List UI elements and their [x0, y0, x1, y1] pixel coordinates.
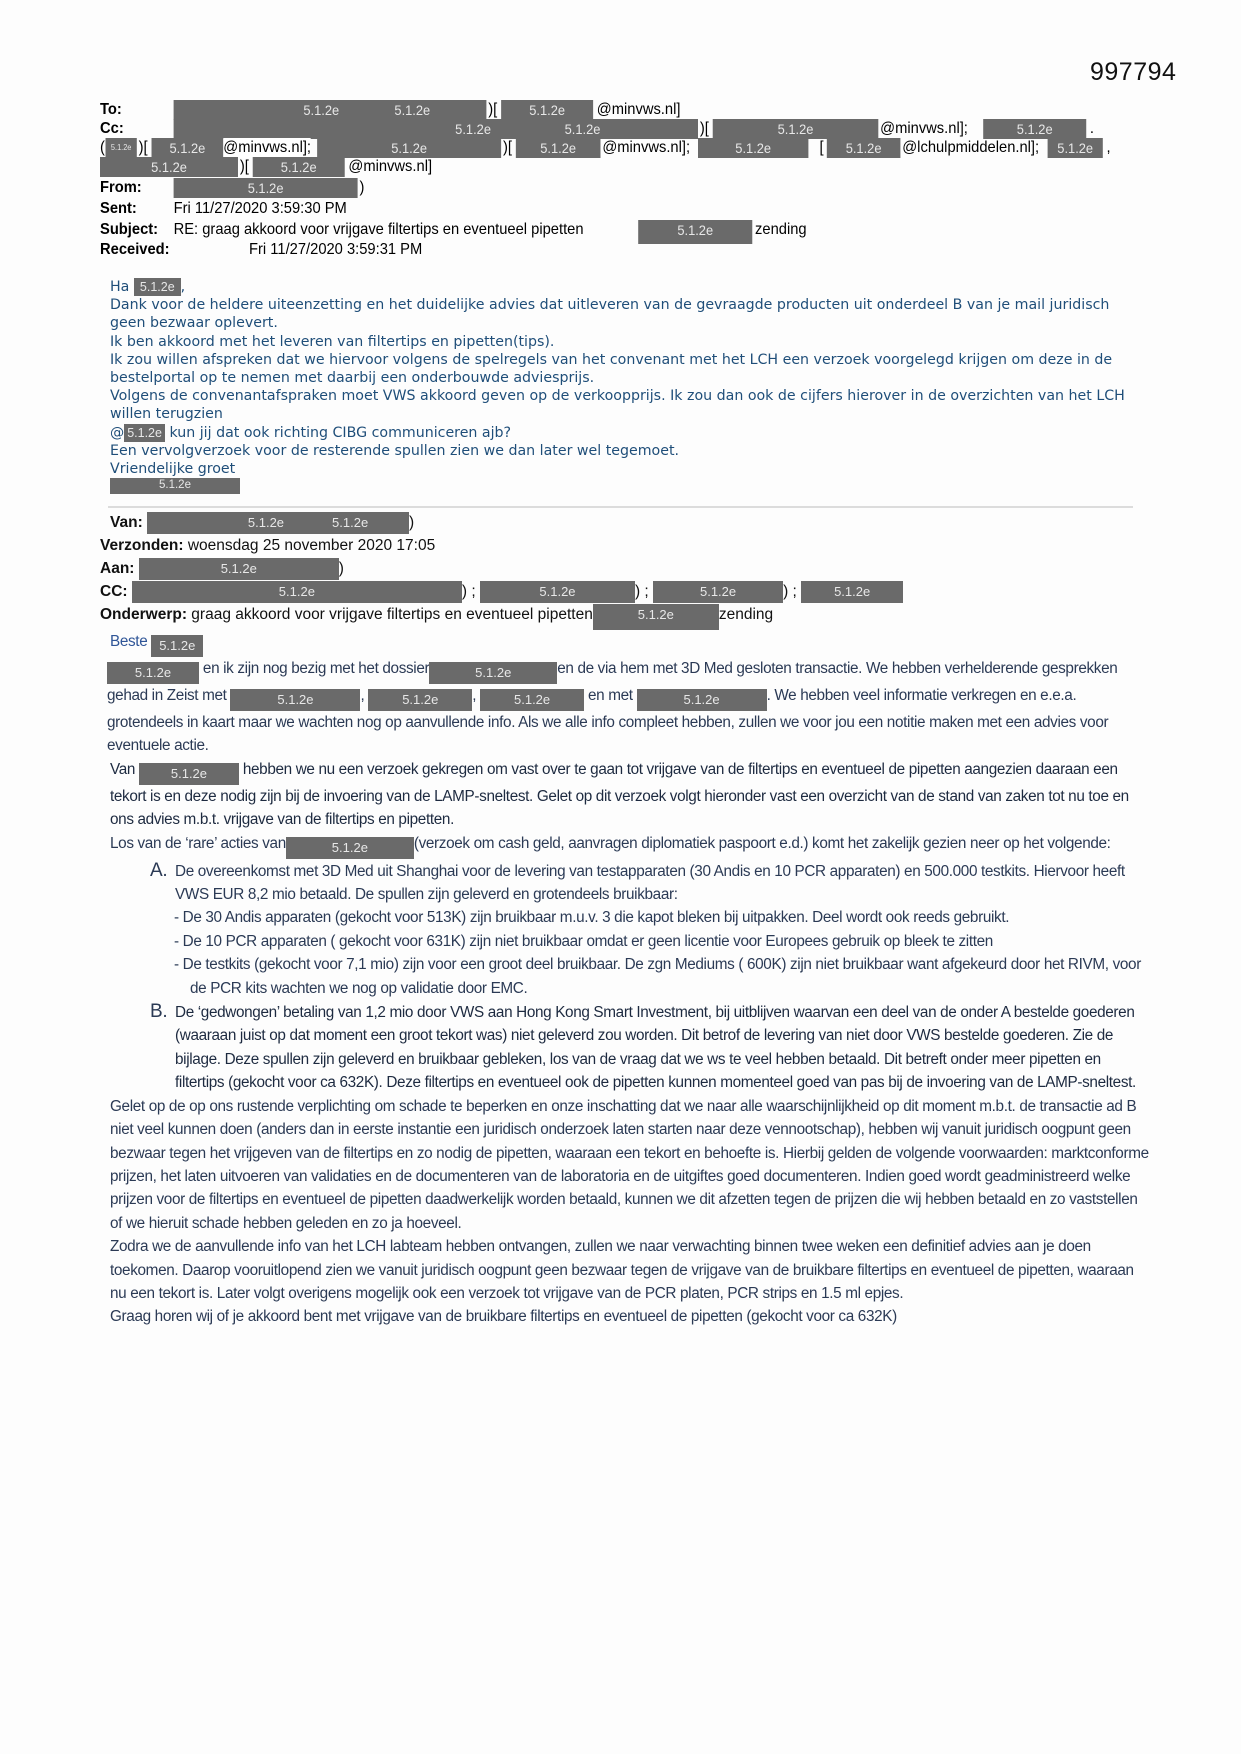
reply-line: Volgens de convenantafspraken moet VWS akkoord geven op de verkoopprijs. Ik zou dan ook de cijfers hierover in de overzichten van het LCH willen terugzien [110, 388, 1125, 423]
redaction: 5.1.2e [501, 100, 593, 120]
redaction: 5.1.2e [480, 581, 635, 603]
sub-list-item: - De testkits (gekocht voor 7,1 mio) zijn voor een groot deel bruikbaar. De zgn Mediums ( 600K) zijn niet bruikbaar want afgekeurd door het RIVM, voor de PCR kits wachten we nog op validatie door EMC. [174, 956, 1141, 997]
onderwerp-text: graag akkoord voor vrijgave filtertips en eventueel pipetten [191, 606, 593, 623]
document-number: 997794 [1090, 58, 1177, 86]
list-item-A: A. De overeenkomst met 3D Med uit Shanghai voor de levering van testapparaten (30 Andis en 10 PCR apparaten) en 500.000 testkits. Hiervoor heeft VWS EUR 8,2 mio betaald. De spullen zijn geleverd en grotendeels bruikbaar: [150, 859, 1125, 904]
reply-followup: Een vervolgverzoek voor de resterende spullen zien we dan later wel tegemoet. [110, 442, 680, 459]
list-marker: B. [150, 1001, 168, 1023]
redaction: 5.1.2e [653, 581, 783, 603]
cc-label: Cc: [100, 120, 124, 137]
redaction: 5.1.2e [713, 119, 879, 139]
redaction: 5.1.2e [124, 424, 165, 442]
redaction: 5.1.2e [429, 662, 557, 684]
verzonden-label: Verzonden: [100, 537, 184, 554]
separator-line [108, 506, 1133, 508]
redaction: 5.1.2e 5.1.2e [147, 512, 409, 534]
redaction: 5.1.2e [1048, 138, 1103, 158]
redaction: 5.1.2e [638, 220, 752, 244]
redaction: 5.1.2e [139, 558, 339, 580]
reply-closing: Vriendelijke groet [110, 461, 236, 478]
onderwerp-suffix: zending [718, 606, 774, 623]
sent-label: Sent: [100, 200, 137, 217]
paragraph: Gelet op de op ons rustende verplichting om schade te beperken en onze inschatting dat we naar alle waarschijnlijkheid op dit moment m.b.t. de transactie ad B niet veel kunnen doen (anders dan in eerste instantie een juridisch onderzoek laten starten naar deze vennootschap), hebben wij vanuit juridisch oogpunt geen bezwaar tegen het vrijgeven van de filtertips en zo nodig de pipetten, waaraan een tekort en behoefte is. Hierbij gelden de volgende voorwaarden: marktconforme prijzen, het laten uitvoeren van validaties en de documenteren van de laboratoria en de uitgiftes goed documenteren. Indien goed wordt geadministreerd welke prijzen voor de filtertips en eventueel de pipetten daadwerkelijk worden betaald, kunnen we dit afzetten tegen de prijzen die wij hebben betaald en zo vaststellen of we hieruit schade hebben geleden en zo ja hoeveel. [110, 1097, 1149, 1232]
reply-line: Ik zou willen afspreken dat we hiervoor volgens de spelregels van het convenant met het LCH een verzoek voorgelegd krijgen om deze in de bestelportal op te nemen met daarbij een onderbouwde adviesprijs. [110, 351, 1113, 387]
document-page: 997794 To: 5.1.2e 5.1.2e )[ 5.1.2e @minvws.nl] Cc: 5.1.2e 5.1.2e )[ 5.1.2e @minvws.nl]; 5.1.2e . ( 5.1.2e )[ 5.1.2e @minvws.nl]; 5.1.2e )[ 5.1.2e @minvws.nl]; 5.1.2e [ 5.1.2e @lchulpmiddelen.nl]; 5.1.2e , 5.1.2e )[ 5.1.2e @minvws.nl] From: 5.1.2e ) Sent: Fri 11/27/2020 3:59:30 PM Subject: RE: graag akkoord voor vrijgave filtertips en eventueel pipetten 5.1.2e zending Received: Fri 11/27/2020 3:59:31 PM Ha 5.1.2e , Dank voor de heldere uiteenzetting en het duidelijke advies dat uitleveren van de gevraagde producten uit onderdeel B van je mail juridisch geen bezwaar oplevert. Ik ben akkoord met het leveren van filtertips en pipetten(tips). Ik zou willen afspreken dat we hiervoor volgens de spelregels van het convenant met het LCH een verzoek voorgelegd krijgen om deze in de bestelportal op te nemen met daarbij een onderbouwde adviesprijs. Volgens de convenantafspraken moet VWS akkoord geven op de verkoopprijs. Ik zou dan ook de cijfers hierover in de overzichten van het LCH willen terugzien @ 5.1.2e kun jij dat ook richting CIBG communiceren ajb? Een vervolgverzoek voor de resterende spullen zien we dan later wel tegemoet. Vriendelijke groet 5.1.2e Van: 5.1.2e 5.1.2e ) Verzonden: woensdag 25 november 2020 17:05 Aan: 5.1.2e ) CC: 5.1.2e ) ; 5.1.2e ) ; 5.1.2e ) ; 5.1.2e Onderwerp: graag akkoord voor vrijgave filtertips en eventueel pipetten 5.1.2e zending Beste 5.1.2e 5.1.2e en ik zijn nog bezig met het dossier 5.1.2e en de via hem met 3D Med gesloten transactie. We hebben verhelderende gesprekken gehad in Zeist met 5.1.2e , 5.1.2e , 5.1.2e en met 5.1.2e . We hebben veel informatie verkregen en e.e.a. grotendeels in kaart maar we wachten nog op aanvullende info. Als we alle info compleet hebben, zullen we voor jou een notitie maken met een advies voor eventuele actie. Van 5.1.2e hebben we nu een verzoek gekregen om vast over te gaan tot vrijgave van de filtertips en eventueel de pipetten aangezien daaraan een tekort is en deze nodig zijn bij de invoering van de LAMP-sneltest. Gelet op dit verzoek volgt hieronder vast een overzicht van de stand van zaken tot nu toe en ons advies m.b.t. vrijgave van de filtertips en pipetten. Los van de ‘rare’ acties van 5.1.2e (verzoek om cash geld, aanvragen diplomatiek paspoort e.d.) komt het zakelijk gezien neer op het volgende: A. De overeenkomst met 3D Med uit Shanghai voor de levering van testapparaten (30 Andis en 10 PCR apparaten) en 500.000 testkits. Hiervoor heeft VWS EUR 8,2 mio betaald. De spullen zijn geleverd en grotendeels bruikbaar: - De 30 Andis apparaten (gekocht voor 513K) zijn bruikbaar m.u.v. 3 die kapot bleken bij uitpakken. Deel wordt ook reeds gebruikt. - De 10 PCR apparaten ( gekocht voor 631K) zijn niet bruikbaar omdat er geen licentie voor Europees gebruik op bleek te zitten - De testkits (gekocht voor 7,1 mio) zijn voor een groot deel bruikbaar. De zgn Mediums ( 600K) zijn niet bruikbaar want afgekeurd door het RIVM, voor de PCR kits wachten we nog op validatie door EMC. B. De ‘gedwongen’ betaling van 1,2 mio door VWS aan Hong Kong Smart Investment, bij uitblijven waarvan een deel van de onder A bestelde goederen (waaraan juist op dat moment een groot tekort was) niet geleverd zou worden. Dit betrof de levering van niet door VWS bestelde goederen. Zie de bijlage. Deze spullen zijn geleverd en bruikbaar gebleken, los van de vraag dat we ws te veel hebben betaald. Dit betreft onder meer pipetten en filtertips (gekocht voor ca 632K). Deze filtertips en eventueel ook de pipetten kunnen momenteel goed van pas bij de invoering van de LAMP-sneltest. Gelet op de op ons rustende verplichting om schade te beperken en onze inschatting dat we naar alle waarschijnlijkheid op dit moment m.b.t. de transactie ad B niet veel kunnen doen (anders dan in eerste instantie een juridisch onderzoek laten starten naar deze vennootschap), hebben wij vanuit juridisch oogpunt geen bezwaar tegen het vrijgeven van de filtertips en zo nodig de pipetten, waaraan een tekort en behoefte is. Hierbij gelden de volgende voorwaarden: marktconforme prijzen, het laten uitvoeren van validaties en de documenteren van de laboratoria en de uitgiftes goed documenteren. Indien goed wordt geadministreerd welke prijzen voor de filtertips en eventueel de pipetten daadwerkelijk worden betaald, kunnen we dit afzetten tegen de prijzen die wij hebben betaald en zo vaststellen of we hieruit schade hebben geleden en zo ja hoeveel. Zodra we de aanvullende info van het LCH labteam hebben ontvangen, zullen we naar verwachting binnen twee weken een definitief advies aan je doen toekomen. Daarop vooruitlopend zien we vanuit juridisch oogpunt geen bezwaar tegen de vrijgave van de bruikbare filtertips en eventueel de pipetten, waaraan nu een tekort is. Later volgt overigens mogelijk ook een verzoek tot vrijgave van de PCR platen, PCR strips en 1.5 ml epjes. Graag horen wij of je akkoord bent met vrijgave van de bruikbare filtertips en eventueel de pipetten (gekocht voor ca 632K) [0, 0, 1241, 1754]
received-label: Received: [100, 241, 170, 258]
redaction: 5.1.2e [253, 157, 345, 177]
from-label: From: [100, 179, 142, 196]
redaction: 5.1.2e [100, 157, 238, 177]
redaction: 5.1.2e [317, 138, 501, 158]
redaction: 5.1.2e [174, 178, 358, 198]
redaction: 5.1.2e [637, 689, 767, 711]
redaction: 5.1.2e [827, 138, 901, 158]
subject-text: RE: graag akkoord voor vrijgave filtertips en eventueel pipetten [173, 221, 584, 238]
paragraph: Graag horen wij of je akkoord bent met vrijgave van de bruikbare filtertips en eventueel de pipetten (gekocht voor ca 632K) [110, 1308, 897, 1326]
reply-mention: @ 5.1.2e kun jij dat ook richting CIBG communiceren ajb? [110, 424, 512, 441]
cc-label: CC: [100, 583, 128, 600]
paragraph: Los van de ‘rare’ acties van 5.1.2e (verzoek om cash geld, aanvragen diplomatiek paspoort e.d.) komt het zakelijk gezien neer op het volgende: [110, 832, 1150, 859]
paragraph: Van 5.1.2e hebben we nu een verzoek gekregen om vast over te gaan tot vrijgave van de filtertips en eventueel de pipetten aangezien daaraan een tekort is en deze nodig zijn bij de invoering van de LAMP-sneltest. Gelet op dit verzoek volgt hieronder vast een overzicht van de stand van zaken tot nu toe en ons advies m.b.t. vrijgave van de filtertips en pipetten. [110, 760, 1129, 829]
van-row: Van: 5.1.2e 5.1.2e ) [110, 512, 414, 534]
reply-greeting: Ha 5.1.2e , [110, 279, 186, 295]
redaction: 5.1.2e 5.1.2e [174, 100, 487, 120]
forward-body [107, 630, 1150, 1329]
redaction: 5.1.2e [480, 689, 584, 711]
sub-list-item: - De 30 Andis apparaten (gekocht voor 513K) zijn bruikbaar m.u.v. 3 die kapot bleken bij uitpakken. Deel wordt ook reeds gebruikt. [174, 909, 1010, 927]
redaction: 5.1.2e [983, 119, 1086, 139]
redaction: 5.1.2e [593, 604, 719, 630]
redaction: 5.1.2e [107, 662, 199, 684]
aan-row: Aan: 5.1.2e ) [100, 558, 344, 580]
received-value: Fri 11/27/2020 3:59:31 PM [249, 241, 423, 258]
reply-line: Ik ben akkoord met het leveren van filtertips en pipetten(tips). [110, 333, 555, 350]
to-label: To: [100, 101, 122, 118]
subject-label: Subject: [100, 221, 159, 238]
subject-suffix: zending [755, 221, 807, 238]
redaction: 5.1.2e 5.1.2e [174, 119, 698, 139]
redaction: 5.1.2e [368, 689, 472, 711]
redaction: 5.1.2e [152, 138, 224, 158]
list-item-B: B. De ‘gedwongen’ betaling van 1,2 mio door VWS aan Hong Kong Smart Investment, bij uitblijven waarvan een deel van de onder A bestelde goederen (waaraan juist op dat moment een groot tekort was) niet geleverd zou worden. Dit betrof de levering van niet door VWS bestelde goederen. Zie de bijlage. Deze spullen zijn geleverd en bruikbaar gebleken, los van de vraag dat we ws te veel hebben betaald. Dit betreft onder meer pipetten en filtertips (gekocht voor ca 632K). Deze filtertips en eventueel ook de pipetten kunnen momenteel goed van pas bij de invoering van de LAMP-sneltest. [150, 1001, 1136, 1092]
reply-body [110, 278, 1140, 496]
redaction: 5.1.2e [151, 635, 203, 657]
redaction: 5.1.2e [516, 138, 601, 158]
cc-row: CC: 5.1.2e ) ; 5.1.2e ) ; 5.1.2e ) ; 5.1.2e [100, 581, 903, 603]
reply-line: Dank voor de heldere uiteenzetting en het duidelijke advies dat uitleveren van de gevraagde producten uit onderdeel B van je mail juridisch geen bezwaar oplevert. [110, 297, 1110, 332]
signature-redaction: 5.1.2e [110, 478, 1140, 496]
forward-greeting: Beste 5.1.2e [110, 630, 1150, 657]
list-marker: A. [150, 859, 168, 881]
onderwerp-row [100, 604, 773, 626]
aan-label: Aan: [100, 560, 135, 577]
redaction: 5.1.2e [134, 278, 181, 296]
onderwerp-label: Onderwerp: [100, 606, 187, 623]
redaction: 5.1.2e [286, 837, 414, 859]
verzonden-value: woensdag 25 november 2020 17:05 [187, 537, 436, 554]
redaction: 5.1.2e [132, 581, 462, 603]
redaction: 5.1.2e [139, 763, 239, 785]
redaction: 5.1.2e [230, 689, 360, 711]
paragraph: 5.1.2e en ik zijn nog bezig met het dossier 5.1.2e en de via hem met 3D Med gesloten transactie. We hebben verhelderende gesprekken gehad in Zeist met 5.1.2e , 5.1.2e , 5.1.2e en met 5.1.2e . We hebben veel informatie verkregen en e.e.a. grotendeels in kaart maar we wachten nog op aanvullende info. Als we alle info compleet hebben, zullen we voor jou een notitie maken met een advies voor eventuele actie. [107, 660, 1118, 755]
paragraph: Zodra we de aanvullende info van het LCH labteam hebben ontvangen, zullen we naar verwachting binnen twee weken een definitief advies aan je doen toekomen. Daarop vooruitlopend zien we vanuit juridisch oogpunt geen bezwaar tegen de vrijgave van de bruikbare filtertips en eventueel de pipetten, waaraan nu een tekort is. Later volgt overigens mogelijk ook een verzoek tot vrijgave van de PCR platen, PCR strips en 1.5 ml epjes. [110, 1238, 1134, 1302]
van-label: Van: [110, 514, 143, 531]
verzonden-row [100, 535, 435, 557]
redaction: 5.1.2e [698, 138, 808, 158]
redaction: 5.1.2e [801, 581, 903, 603]
sent-value: Fri 11/27/2020 3:59:30 PM [173, 200, 347, 217]
sub-list-item: - De 10 PCR apparaten ( gekocht voor 631K) zijn niet bruikbaar omdat er geen licentie voor Europees gebruik op bleek te zitten [174, 932, 993, 950]
to-address-domain: @minvws.nl] [596, 101, 681, 118]
redaction: 5.1.2e [106, 138, 137, 158]
